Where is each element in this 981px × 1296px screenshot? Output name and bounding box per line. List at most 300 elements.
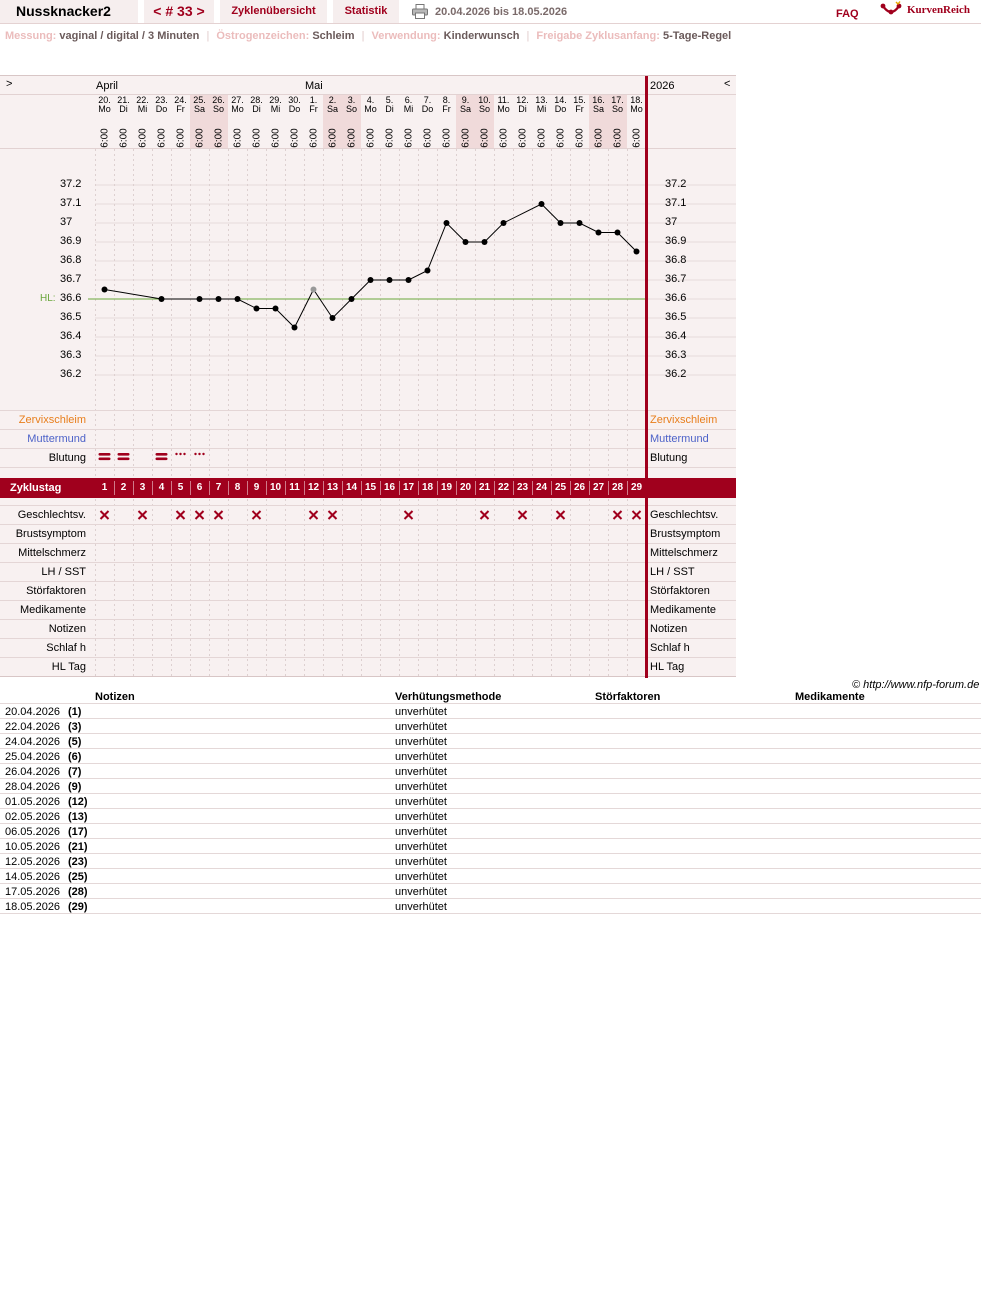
row-date: 20.04.2026 bbox=[5, 706, 61, 718]
date-label: 2. bbox=[328, 95, 337, 105]
temperature-point[interactable] bbox=[330, 315, 336, 321]
setting-label-measurement: Messung: bbox=[5, 30, 57, 42]
date-label: 10. bbox=[478, 95, 491, 105]
date-column-header[interactable] bbox=[608, 96, 627, 114]
row-label-sleep: Schlaf h bbox=[46, 642, 86, 654]
temperature-point[interactable] bbox=[197, 296, 203, 302]
date-column-header[interactable] bbox=[418, 96, 437, 114]
intercourse-cross-icon bbox=[405, 511, 413, 519]
date-label: 8. bbox=[442, 95, 451, 105]
separator: | bbox=[206, 30, 210, 42]
measurement-time bbox=[95, 126, 114, 150]
settings-summary bbox=[5, 30, 731, 42]
logo-text[interactable]: KurvenReich bbox=[907, 4, 970, 16]
table-row bbox=[0, 809, 981, 824]
cycle-day-divider bbox=[190, 481, 191, 495]
date-label: 27. bbox=[231, 95, 244, 105]
date-label: 6. bbox=[404, 95, 413, 105]
row-label-intercourse-right: Geschlechtsv. bbox=[650, 509, 719, 521]
cycle-day-divider bbox=[513, 481, 514, 495]
measurement-time-label: 6:00 bbox=[327, 128, 338, 148]
cycle-day-number[interactable]: 7 bbox=[215, 482, 222, 493]
measurement-time bbox=[494, 126, 513, 150]
date-label: 18. bbox=[630, 95, 643, 105]
cycle-day-number[interactable]: 28 bbox=[611, 482, 624, 493]
date-column-header[interactable] bbox=[456, 96, 475, 114]
weekday-label: Mo bbox=[497, 104, 510, 114]
temperature-point[interactable] bbox=[216, 296, 222, 302]
bleeding-heavy-mark bbox=[99, 453, 111, 456]
y-tick-label: 36.3 bbox=[60, 349, 82, 361]
cycle-navigator bbox=[144, 0, 214, 23]
intercourse-cross-icon bbox=[557, 511, 565, 519]
weekday-label: Mo bbox=[231, 104, 244, 114]
temperature-point[interactable] bbox=[539, 201, 545, 207]
intercourse-cross-icon bbox=[329, 511, 337, 519]
row-cycle-day: (23) bbox=[68, 856, 88, 868]
temperature-chart bbox=[0, 75, 736, 677]
row-date: 25.04.2026 bbox=[5, 751, 61, 763]
weekday-label: Fr bbox=[442, 104, 451, 114]
date-column-header[interactable] bbox=[513, 96, 532, 114]
weekday-label: Do bbox=[554, 104, 567, 114]
date-label: 20. bbox=[98, 95, 111, 105]
measurement-time bbox=[228, 126, 247, 150]
row-method: unverhütet bbox=[395, 901, 447, 913]
measurement-time-label: 6:00 bbox=[99, 128, 110, 148]
username: Nussknacker2 bbox=[0, 0, 138, 23]
date-column-header[interactable] bbox=[114, 96, 133, 114]
separator: | bbox=[361, 30, 365, 42]
statistics-tab[interactable]: Statistik bbox=[333, 0, 399, 23]
cycle-day-divider bbox=[456, 481, 457, 495]
logo-icon[interactable] bbox=[880, 1, 902, 19]
cycle-day-number[interactable]: 20 bbox=[459, 482, 472, 493]
weekday-label: Mi bbox=[403, 104, 414, 114]
header-medication: Medikamente bbox=[795, 691, 865, 703]
measurement-time-label: 6:00 bbox=[555, 128, 566, 148]
measurement-time bbox=[418, 126, 437, 150]
weekday-label: Mo bbox=[630, 104, 643, 114]
date-column-header[interactable] bbox=[380, 96, 399, 114]
intercourse-cross-icon bbox=[253, 511, 261, 519]
intercourse-cross-icon bbox=[215, 511, 223, 519]
temperature-point[interactable] bbox=[596, 230, 602, 236]
date-column-header[interactable] bbox=[285, 96, 304, 114]
next-cycle-button[interactable]: > bbox=[196, 3, 205, 19]
copyright: © http://www.nfp-forum.de bbox=[852, 679, 980, 691]
temperature-point[interactable] bbox=[387, 277, 393, 283]
temperature-point[interactable] bbox=[368, 277, 374, 283]
cycle-day-number[interactable]: 2 bbox=[120, 482, 127, 493]
cycle-day-divider bbox=[304, 481, 305, 495]
measurement-time bbox=[266, 126, 285, 150]
row-method: unverhütet bbox=[395, 841, 447, 853]
date-label: 25. bbox=[193, 95, 206, 105]
date-label: 15. bbox=[573, 95, 586, 105]
y-tick-label: 37.1 bbox=[665, 197, 687, 209]
cycle-day-divider bbox=[361, 481, 362, 495]
row-label-notes-right: Notizen bbox=[650, 623, 688, 635]
measurement-time-label: 6:00 bbox=[346, 128, 357, 148]
y-tick-label: 36.9 bbox=[665, 235, 687, 247]
row-date: 06.05.2026 bbox=[5, 826, 61, 838]
row-cycle-day: (1) bbox=[68, 706, 82, 718]
cycle-day-number[interactable]: 27 bbox=[592, 482, 605, 493]
temperature-point[interactable] bbox=[235, 296, 241, 302]
cycle-day-divider bbox=[133, 481, 134, 495]
date-column-header[interactable] bbox=[95, 96, 114, 114]
cycle-day-number[interactable]: 8 bbox=[234, 482, 241, 493]
date-column-header[interactable] bbox=[190, 96, 209, 114]
row-method: unverhütet bbox=[395, 736, 447, 748]
cycle-day-number[interactable]: 18 bbox=[421, 482, 434, 493]
cycle-day-number[interactable]: 13 bbox=[326, 482, 339, 493]
cycle-day-number[interactable]: 6 bbox=[196, 482, 203, 493]
setting-value-usage: Kinderwunsch bbox=[443, 30, 520, 42]
measurement-time-label: 6:00 bbox=[232, 128, 243, 148]
temperature-point[interactable] bbox=[482, 239, 488, 245]
bleeding-heavy-mark bbox=[118, 453, 130, 456]
measurement-time bbox=[171, 126, 190, 150]
date-label: 3. bbox=[347, 95, 356, 105]
temperature-point[interactable] bbox=[501, 220, 507, 226]
table-row bbox=[0, 824, 981, 839]
weekday-label: Di bbox=[252, 104, 261, 114]
weekday-label: Di bbox=[119, 104, 128, 114]
bleeding-heavy-mark bbox=[156, 453, 168, 456]
cycle-day-divider bbox=[209, 481, 210, 495]
weekday-label: Do bbox=[421, 104, 434, 114]
row-date: 10.05.2026 bbox=[5, 841, 61, 853]
weekday-label: Sa bbox=[193, 104, 205, 114]
measurement-time bbox=[133, 126, 152, 150]
y-tick-label: 36.2 bbox=[665, 368, 687, 380]
bleeding-spotting-mark bbox=[194, 453, 196, 455]
row-label-sleep-right: Schlaf h bbox=[650, 642, 690, 654]
date-column-header[interactable] bbox=[133, 96, 152, 114]
intercourse-cross-icon bbox=[101, 511, 109, 519]
table-row bbox=[0, 899, 981, 914]
weekday-label: Fr bbox=[309, 104, 318, 114]
date-column-header[interactable] bbox=[361, 96, 380, 114]
row-date: 01.05.2026 bbox=[5, 796, 61, 808]
temperature-point[interactable] bbox=[273, 306, 279, 312]
cycle-day-number[interactable]: 26 bbox=[573, 482, 586, 493]
cycle-day-number[interactable]: 19 bbox=[440, 482, 453, 493]
header-notes: Notizen bbox=[95, 691, 135, 703]
date-column-header[interactable] bbox=[494, 96, 513, 114]
faq-link[interactable]: FAQ bbox=[836, 8, 859, 20]
cycle-day-divider bbox=[247, 481, 248, 495]
date-column-header[interactable] bbox=[437, 96, 456, 114]
measurement-time-label: 6:00 bbox=[536, 128, 547, 148]
cycle-day-number[interactable]: 5 bbox=[177, 482, 184, 493]
temperature-point[interactable] bbox=[349, 296, 355, 302]
cycle-day-divider bbox=[152, 481, 153, 495]
weekday-label: Mi bbox=[536, 104, 547, 114]
month-label: April bbox=[96, 80, 119, 92]
bleeding-spotting-mark bbox=[198, 453, 200, 455]
row-date: 28.04.2026 bbox=[5, 781, 61, 793]
measurement-time-label: 6:00 bbox=[156, 128, 167, 148]
table-row bbox=[0, 884, 981, 899]
date-column-header[interactable] bbox=[266, 96, 285, 114]
weekday-label: Mi bbox=[270, 104, 281, 114]
year-label: 2026 bbox=[650, 80, 675, 92]
temperature-point[interactable] bbox=[634, 249, 640, 255]
row-cycle-day: (17) bbox=[68, 826, 88, 838]
cycle-day-divider bbox=[608, 481, 609, 495]
table-row bbox=[0, 839, 981, 854]
bleeding-spotting-mark bbox=[202, 453, 204, 455]
cycle-day-number[interactable]: 25 bbox=[554, 482, 567, 493]
cycle-day-label: Zyklustag bbox=[10, 482, 62, 494]
row-cycle-day: (6) bbox=[68, 751, 82, 763]
notes-table-header bbox=[0, 690, 981, 704]
bleeding-heavy-mark bbox=[118, 458, 130, 461]
cycle-overview-tab[interactable]: Zyklenübersicht bbox=[220, 0, 327, 23]
row-method: unverhütet bbox=[395, 856, 447, 868]
cycle-day-number[interactable]: 29 bbox=[630, 482, 643, 493]
previous-cycle-button[interactable]: < bbox=[153, 3, 162, 19]
y-tick-label: 36.3 bbox=[665, 349, 687, 361]
cycle-day-number[interactable]: 23 bbox=[516, 482, 529, 493]
row-label-disturbances-right: Störfaktoren bbox=[650, 585, 710, 597]
date-column-header[interactable] bbox=[247, 96, 266, 114]
date-column-header[interactable] bbox=[304, 96, 323, 114]
cycle-day-divider bbox=[475, 481, 476, 495]
cycle-day-divider bbox=[228, 481, 229, 495]
chart-scroll-left-button[interactable]: > bbox=[6, 78, 13, 90]
y-tick-label: 37.2 bbox=[665, 178, 687, 190]
temperature-point[interactable] bbox=[558, 220, 564, 226]
cycle-day-number[interactable]: 14 bbox=[345, 482, 358, 493]
row-label-notes: Notizen bbox=[48, 623, 86, 635]
cycle-day-number[interactable]: 17 bbox=[402, 482, 415, 493]
row-label-ovulation-pain-right: Mittelschmerz bbox=[650, 547, 718, 559]
row-label-cervical-mucus: Zervixschleim bbox=[18, 414, 86, 426]
row-method: unverhütet bbox=[395, 766, 447, 778]
weekday-label: Di bbox=[518, 104, 527, 114]
temperature-point[interactable] bbox=[292, 325, 298, 331]
cycle-number: # 33 bbox=[165, 3, 193, 19]
intercourse-cross-icon bbox=[196, 511, 204, 519]
date-column-header[interactable] bbox=[475, 96, 494, 114]
measurement-time-label: 6:00 bbox=[175, 128, 186, 148]
table-row bbox=[0, 794, 981, 809]
chart-scroll-right-button[interactable]: < bbox=[724, 78, 731, 90]
date-label: 17. bbox=[611, 95, 624, 105]
table-row bbox=[0, 704, 981, 719]
measurement-time bbox=[190, 126, 209, 150]
table-row bbox=[0, 779, 981, 794]
date-column-header[interactable] bbox=[570, 96, 589, 114]
weekday-label: Mi bbox=[137, 104, 148, 114]
intercourse-cross-icon bbox=[139, 511, 147, 519]
row-method: unverhütet bbox=[395, 826, 447, 838]
row-cycle-day: (7) bbox=[68, 766, 82, 778]
table-row bbox=[0, 734, 981, 749]
date-column-header[interactable] bbox=[209, 96, 228, 114]
table-row bbox=[0, 719, 981, 734]
cycle-day-number[interactable]: 15 bbox=[364, 482, 377, 493]
row-method: unverhütet bbox=[395, 871, 447, 883]
row-cycle-day: (3) bbox=[68, 721, 82, 733]
cycle-day-divider bbox=[342, 481, 343, 495]
date-label: 30. bbox=[288, 95, 301, 105]
measurement-time-label: 6:00 bbox=[422, 128, 433, 148]
table-row bbox=[0, 749, 981, 764]
chart-canvas bbox=[0, 76, 736, 678]
bleeding-spotting-mark bbox=[179, 453, 181, 455]
row-method: unverhütet bbox=[395, 781, 447, 793]
row-cycle-day: (5) bbox=[68, 736, 82, 748]
y-tick-label: 37 bbox=[665, 216, 678, 228]
cycle-day-number[interactable]: 10 bbox=[269, 482, 282, 493]
measurement-time-label: 6:00 bbox=[574, 128, 585, 148]
measurement-time-label: 6:00 bbox=[251, 128, 262, 148]
y-tick-label: 37.2 bbox=[60, 178, 82, 190]
measurement-time bbox=[532, 126, 551, 150]
row-label-medication-right: Medikamente bbox=[650, 604, 717, 616]
measurement-time-label: 6:00 bbox=[479, 128, 490, 148]
date-column-header[interactable] bbox=[342, 96, 361, 114]
date-label: 12. bbox=[516, 95, 529, 105]
date-column-header[interactable] bbox=[323, 96, 342, 114]
measurement-time-label: 6:00 bbox=[517, 128, 528, 148]
cycle-day-number[interactable]: 16 bbox=[383, 482, 396, 493]
temperature-point[interactable] bbox=[254, 306, 260, 312]
date-column-header[interactable] bbox=[589, 96, 608, 114]
measurement-time bbox=[209, 126, 228, 150]
date-label: 16. bbox=[592, 95, 605, 105]
cycle-day-band bbox=[0, 478, 736, 498]
cycle-day-divider bbox=[570, 481, 571, 495]
date-label: 22. bbox=[136, 95, 149, 105]
y-tick-label: 36.2 bbox=[60, 368, 82, 380]
date-column-header[interactable] bbox=[152, 96, 171, 114]
cycle-day-number[interactable]: 9 bbox=[253, 482, 260, 493]
date-label: 1. bbox=[309, 95, 318, 105]
bleeding-spotting-mark bbox=[183, 453, 185, 455]
date-column-header[interactable] bbox=[228, 96, 247, 114]
temperature-point[interactable] bbox=[159, 296, 165, 302]
row-cycle-day: (29) bbox=[68, 901, 88, 913]
cycle-day-number[interactable]: 1 bbox=[101, 482, 108, 493]
date-column-header[interactable] bbox=[627, 96, 646, 114]
row-label-lh-test: LH / SST bbox=[41, 566, 86, 578]
date-label: 13. bbox=[535, 95, 548, 105]
date-label: 26. bbox=[212, 95, 225, 105]
setting-label-estrogen: Östrogenzeichen: bbox=[216, 30, 310, 42]
measurement-time bbox=[456, 126, 475, 150]
row-cycle-day: (21) bbox=[68, 841, 88, 853]
measurement-time-label: 6:00 bbox=[441, 128, 452, 148]
measurement-time bbox=[361, 126, 380, 150]
date-column-header[interactable] bbox=[551, 96, 570, 114]
cycle-day-number[interactable]: 12 bbox=[307, 482, 320, 493]
row-label-cervix-right: Muttermund bbox=[650, 433, 709, 445]
date-column-header[interactable] bbox=[399, 96, 418, 114]
intercourse-cross-icon bbox=[614, 511, 622, 519]
measurement-time bbox=[399, 126, 418, 150]
row-method: unverhütet bbox=[395, 811, 447, 823]
cycle-day-number[interactable]: 21 bbox=[478, 482, 491, 493]
y-tick-label: 36.4 bbox=[665, 330, 687, 342]
measurement-time bbox=[323, 126, 342, 150]
weekday-label: Do bbox=[155, 104, 168, 114]
cycle-day-number[interactable]: 22 bbox=[497, 482, 510, 493]
temperature-point[interactable] bbox=[577, 220, 583, 226]
row-date: 22.04.2026 bbox=[5, 721, 61, 733]
row-method: unverhütet bbox=[395, 886, 447, 898]
temperature-point[interactable] bbox=[615, 230, 621, 236]
intercourse-cross-icon bbox=[177, 511, 185, 519]
temperature-point[interactable] bbox=[425, 268, 431, 274]
measurement-time bbox=[285, 126, 304, 150]
temperature-point[interactable] bbox=[406, 277, 412, 283]
cycle-day-divider bbox=[114, 481, 115, 495]
measurement-time-label: 6:00 bbox=[137, 128, 148, 148]
row-cycle-day: (12) bbox=[68, 796, 88, 808]
measurement-time bbox=[114, 126, 133, 150]
row-date: 14.05.2026 bbox=[5, 871, 61, 883]
table-row bbox=[0, 854, 981, 869]
weekday-label: Di bbox=[385, 104, 394, 114]
date-column-header[interactable] bbox=[171, 96, 190, 114]
weekday-label: So bbox=[212, 104, 224, 114]
measurement-time-label: 6:00 bbox=[365, 128, 376, 148]
row-cycle-day: (13) bbox=[68, 811, 88, 823]
cycle-day-number[interactable]: 3 bbox=[139, 482, 146, 493]
date-label: 28. bbox=[250, 95, 263, 105]
temperature-point[interactable] bbox=[444, 220, 450, 226]
printer-icon[interactable] bbox=[412, 4, 428, 19]
cycle-day-divider bbox=[627, 481, 628, 495]
weekday-label: Mo bbox=[98, 104, 111, 114]
y-tick-label: 36.5 bbox=[665, 311, 687, 323]
temperature-point-excluded[interactable] bbox=[311, 287, 317, 293]
row-date: 02.05.2026 bbox=[5, 811, 61, 823]
setting-value-measurement: vaginal / digital / 3 Minuten bbox=[59, 30, 200, 42]
cycle-day-number[interactable]: 4 bbox=[158, 482, 165, 493]
weekday-label: Sa bbox=[459, 104, 471, 114]
y-tick-label: 37.1 bbox=[60, 197, 82, 209]
temperature-point[interactable] bbox=[463, 239, 469, 245]
row-cycle-day: (9) bbox=[68, 781, 82, 793]
cycle-day-divider bbox=[551, 481, 552, 495]
date-label: 29. bbox=[269, 95, 282, 105]
cycle-day-number[interactable]: 24 bbox=[535, 482, 548, 493]
row-label-coverline-day: HL Tag bbox=[51, 661, 86, 673]
weekday-label: Mo bbox=[364, 104, 377, 114]
cycle-day-divider bbox=[171, 481, 172, 495]
row-label-coverline-day-right: HL Tag bbox=[650, 661, 685, 673]
temperature-point[interactable] bbox=[102, 287, 108, 293]
cycle-day-number[interactable]: 11 bbox=[289, 482, 300, 493]
y-tick-label: 36.9 bbox=[60, 235, 82, 247]
date-column-header[interactable] bbox=[532, 96, 551, 114]
date-label: 9. bbox=[461, 95, 470, 105]
intercourse-cross-icon bbox=[481, 511, 489, 519]
date-label: 7. bbox=[423, 95, 432, 105]
month-label: Mai bbox=[305, 80, 323, 92]
date-label: 4. bbox=[366, 95, 375, 105]
header-method: Verhütungsmethode bbox=[395, 691, 502, 703]
measurement-time bbox=[627, 126, 646, 150]
date-label: 5. bbox=[385, 95, 394, 105]
